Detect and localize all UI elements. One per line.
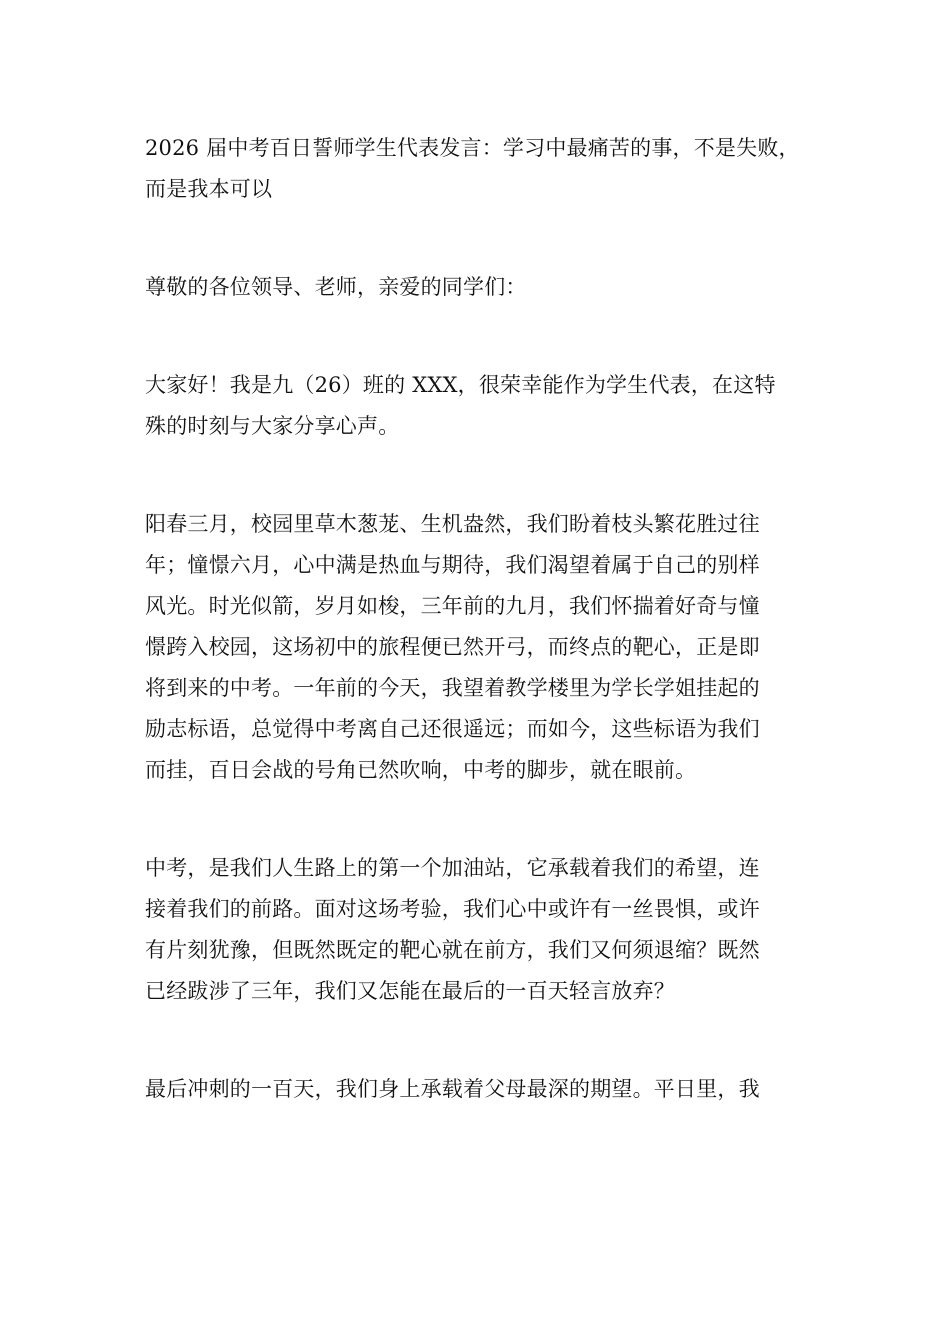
paragraph-line: 已经跋涉了三年，我们又怎能在最后的一百天轻言放弃？ (145, 979, 675, 1003)
paragraph-line: 年；憧憬六月，心中满是热血与期待，我们渴望着属于自己的别样 (145, 553, 760, 577)
paragraph-line: 励志标语，总觉得中考离自己还很遥远；而如今，这些标语为我们 (145, 717, 760, 741)
paragraph-line: 而挂，百日会战的号角已然吹响，中考的脚步，就在眼前。 (145, 758, 697, 782)
paragraph-intro (145, 365, 817, 447)
greeting (145, 267, 817, 308)
document-body (145, 128, 817, 1167)
title-line: 而是我本可以 (145, 177, 273, 201)
paragraph-line: 有片刻犹豫，但既然既定的靶心就在前方，我们又何须退缩？既然 (145, 938, 760, 962)
title-line: 2026 届中考百日誓师学生代表发言：学习中最痛苦的事，不是失败， (145, 136, 800, 160)
paragraph-sprint (145, 1069, 817, 1110)
paragraph-line: 最后冲刺的一百天，我们身上承载着父母最深的期望。平日里，我 (145, 1077, 760, 1101)
paragraph-spring (145, 504, 817, 791)
paragraph-line: 憬跨入校园，这场初中的旅程便已然开弓，而终点的靶心，正是即 (145, 635, 760, 659)
paragraph-line: 中考，是我们人生路上的第一个加油站，它承载着我们的希望，连 (145, 856, 760, 880)
greeting-line: 尊敬的各位领导、老师，亲爱的同学们： (145, 275, 527, 299)
paragraph-line: 风光。时光似箭，岁月如梭，三年前的九月，我们怀揣着好奇与憧 (145, 594, 760, 618)
paragraph-line: 阳春三月，校园里草木葱茏、生机盎然，我们盼着枝头繁花胜过往 (145, 512, 760, 536)
paragraph-line: 殊的时刻与大家分享心声。 (145, 414, 400, 438)
paragraph-exam (145, 848, 817, 1012)
paragraph-line: 大家好！我是九（26）班的 XXX，很荣幸能作为学生代表，在这特 (145, 373, 776, 397)
paragraph-line: 接着我们的前路。面对这场考验，我们心中或许有一丝畏惧，或许 (145, 897, 760, 921)
document-title (145, 128, 817, 210)
paragraph-line: 将到来的中考。一年前的今天，我望着教学楼里为学长学姐挂起的 (145, 676, 760, 700)
